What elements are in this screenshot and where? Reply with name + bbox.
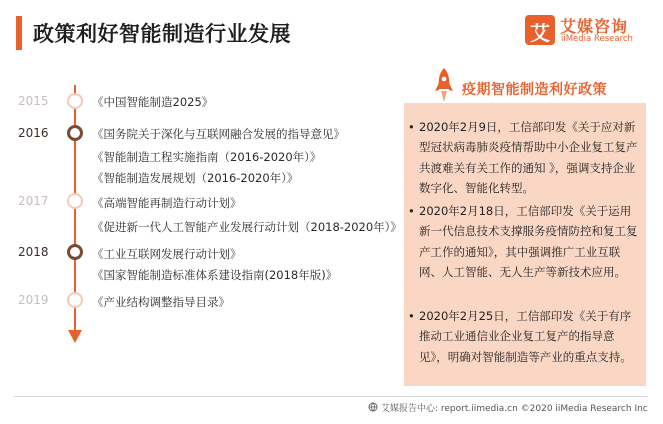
policy-item [408,201,640,282]
bullet-icon: • [408,120,415,134]
timeline-year: 2019 [18,293,49,307]
timeline-year: 2017 [18,194,49,208]
bullet-icon: • [408,309,415,323]
bullet-icon: • [408,204,415,218]
timeline-dot [67,93,83,109]
timeline-entry: 《中国智能制造2025》 [92,95,214,109]
timeline-year: 2016 [18,126,49,140]
panel-title: 疫期智能制造利好政策 [462,82,607,98]
timeline-entry: 《高端智能再制造行动计划》 [92,196,242,210]
timeline-entry: 《智能制造发展规划（2016-2020年）》 [92,171,299,185]
source-globe-icon [368,402,378,412]
timeline-year: 2015 [18,94,49,108]
policy-item-text: 2020年2月9日，工信部印发《关于应对新型冠状病毒肺炎疫情帮助中小企业复工复产共渡难关有关工作的通知 》，强调支持企业数字化、智能化转型。 [419,120,638,195]
policy-item [408,117,640,198]
brand-name-en: iiMedia Research [561,34,633,44]
footer-source [368,401,648,414]
policy-item-text: 2020年2月25日，工信部印发《关于有序推动工业通信业企业复工复产的指导意见》，明确对智能制造等产业的重点支持。 [419,309,632,364]
timeline-dot [67,292,83,308]
rocket-icon [433,67,455,103]
timeline-entry: 《产业结构调整指导目录》 [92,295,230,309]
brand-logo-glyph: 艾 [530,21,550,45]
timeline-dot [67,193,83,209]
timeline-entry: 《智能制造工程实施指南（2016-2020年）》 [92,150,322,164]
policy-item [408,306,640,367]
timeline-year: 2018 [18,245,49,259]
policy-item-text: 2020年2月18日，工信部印发《关于运用新一代信息技术支撑服务疫情防控和复工复产工作的通知》，其中强调推广工业互联网、人工智能、无人生产等新技术应用。 [419,204,638,279]
timeline-entry: 《国务院关于深化与互联网融合发展的指导意见》 [92,127,345,141]
footer-text: 艾媒报告中心: report.iimedia.cn ©2020 iiMedia Research Inc [381,404,648,414]
timeline-entry: 《国家智能制造标准体系建设指南(2018年版)》 [92,268,338,282]
title-accent-bar [16,16,22,50]
brand-name-cn: 艾媒咨询 [560,17,629,36]
brand-logo-icon [525,15,555,45]
timeline-entry: 《工业互联网发展行动计划》 [92,247,242,261]
timeline-dot [67,244,83,260]
timeline-entry: 《促进新一代人工智能产业发展行动计划（2018-2020年）》 [92,220,402,234]
timeline-dot [67,125,83,141]
page-title: 政策利好智能制造行业发展 [33,22,291,46]
footer-divider [14,396,648,397]
timeline-arrow-icon [68,330,82,343]
